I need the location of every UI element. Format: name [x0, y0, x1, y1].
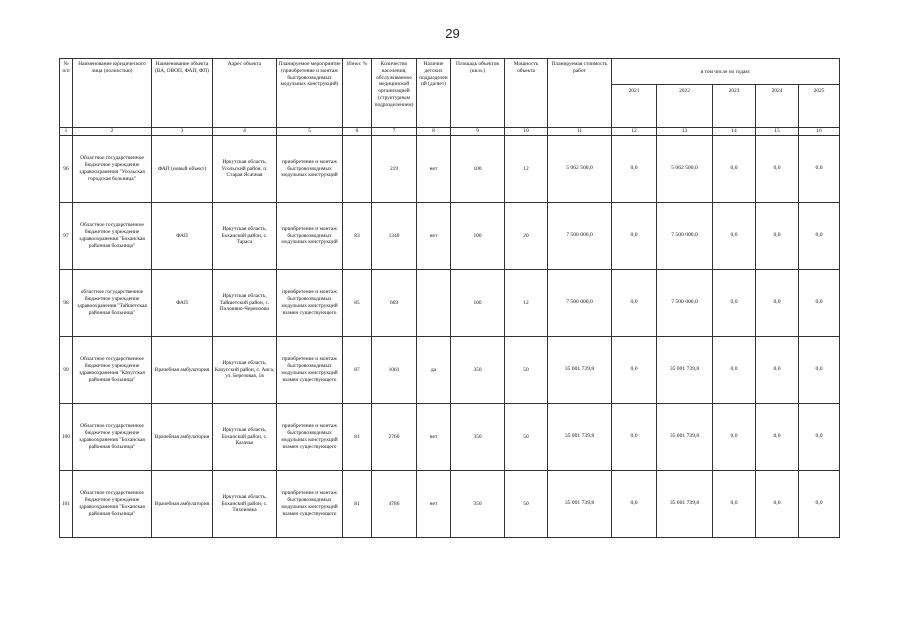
column-index: 15 — [756, 128, 799, 136]
object-power: 12 — [505, 269, 548, 336]
object-type: ФАП — [152, 202, 213, 269]
cost-2023: 0,0 — [713, 202, 756, 269]
table-row — [60, 403, 840, 470]
table-row — [60, 135, 840, 202]
object-area: 350 — [451, 403, 505, 470]
column-index: 4 — [213, 128, 277, 136]
planned-cost: 7 500 000,0 — [548, 202, 612, 269]
org-name: областное государственное бюджетное учреждение здравоохранения "Тайшетская районная больница" — [73, 269, 152, 336]
col-header-wear: Износ % — [343, 59, 372, 128]
column-index: 8 — [417, 128, 451, 136]
col-header-n: № п/п — [60, 59, 73, 128]
object-type: Врачебная амбулатория — [152, 336, 213, 403]
kids-units — [417, 269, 451, 336]
planned-cost: 35 001 739,8 — [548, 470, 612, 537]
column-index: 7 — [372, 128, 417, 136]
col-header-measure: Планируемое мероприятие (приобретение и монтаж быстровозводимых модульных конструкций) — [277, 59, 343, 128]
object-power: 12 — [505, 135, 548, 202]
column-index-row — [60, 128, 840, 136]
row-number: 99 — [60, 336, 73, 403]
cost-2024: 0,0 — [756, 336, 799, 403]
column-index: 14 — [713, 128, 756, 136]
col-header-address: Адрес объекта — [213, 59, 277, 128]
population: 219 — [372, 135, 417, 202]
column-index: 6 — [343, 128, 372, 136]
column-index: 9 — [451, 128, 505, 136]
cost-2025: 0,0 — [799, 336, 840, 403]
population: 669 — [372, 269, 417, 336]
object-address: Иркутская область, Боханский район, с. Тараса — [213, 202, 277, 269]
object-area: 350 — [451, 470, 505, 537]
object-type: Врачебная амбулатория — [152, 403, 213, 470]
cost-2024: 0,0 — [756, 470, 799, 537]
kids-units: нет — [417, 202, 451, 269]
column-index: 2 — [73, 128, 152, 136]
object-type: Врачебная амбулатория — [152, 470, 213, 537]
planned-measure: приобретение и монтаж быстровозводимых модульных конструкций взамен существующего — [277, 470, 343, 537]
cost-2021: 0,0 — [612, 403, 657, 470]
cost-2025: 0,0 — [799, 135, 840, 202]
cost-2024: 0,0 — [756, 135, 799, 202]
cost-2024: 0,0 — [756, 269, 799, 336]
cost-2022: 7 500 000,0 — [657, 202, 713, 269]
column-index: 12 — [612, 128, 657, 136]
column-index: 13 — [657, 128, 713, 136]
cost-2021: 0,0 — [612, 135, 657, 202]
column-index: 5 — [277, 128, 343, 136]
table-row — [60, 269, 840, 336]
row-number: 98 — [60, 269, 73, 336]
org-name: Областное государственное бюджетное учреждение здравоохранения "Боханская районная больница" — [73, 403, 152, 470]
object-power: 50 — [505, 336, 548, 403]
cost-2022: 35 001 739,8 — [657, 403, 713, 470]
cost-2024: 0,0 — [756, 202, 799, 269]
wear-percent: 81 — [343, 470, 372, 537]
object-address: Иркутская область, Боханский район, с. Тихоновка — [213, 470, 277, 537]
objects-table — [59, 58, 840, 538]
wear-percent: 87 — [343, 336, 372, 403]
row-number: 100 — [60, 403, 73, 470]
col-header-by-years: в том числе по годам: — [612, 59, 840, 85]
object-area: 350 — [451, 336, 505, 403]
cost-2023: 0,0 — [713, 135, 756, 202]
kids-units: нет — [417, 403, 451, 470]
col-header-year: 2025 — [799, 85, 840, 128]
cost-2021: 0,0 — [612, 269, 657, 336]
org-name: Областное государственное бюджетное учреждение здравоохранения "Качугская районная больница" — [73, 336, 152, 403]
planned-cost: 35 001 739,8 — [548, 403, 612, 470]
cost-2025: 0,0 — [799, 202, 840, 269]
col-header-area: Площадь объектов (кв.м.) — [451, 59, 505, 128]
col-header-type: Наименование объекта (ВА, ОВОП, ФАП, ФП) — [152, 59, 213, 128]
cost-2023: 0,0 — [713, 470, 756, 537]
planned-measure: приобретение и монтаж быстровозводимых модульных конструкций взамен существующего — [277, 403, 343, 470]
cost-2025: 0,0 — [799, 470, 840, 537]
planned-measure: приобретение и монтаж быстровозводимых модульных конструкций взамен существующего — [277, 269, 343, 336]
cost-2025: 0,0 — [799, 269, 840, 336]
column-index: 16 — [799, 128, 840, 136]
object-area: 100 — [451, 202, 505, 269]
object-area: 100 — [451, 135, 505, 202]
population: 2760 — [372, 403, 417, 470]
object-address: Иркутская область, Тайшетский район, с. Полоняно-Черемхово — [213, 269, 277, 336]
org-name: Областное государственное бюджетное учреждение здравоохранения "Боханская районная больница" — [73, 202, 152, 269]
cost-2025: 0,0 — [799, 403, 840, 470]
kids-units: нет — [417, 135, 451, 202]
object-power: 50 — [505, 403, 548, 470]
object-address: Иркутская область, Боханский район, с. Казачье — [213, 403, 277, 470]
header-row — [60, 59, 840, 85]
column-index: 1 — [60, 128, 73, 136]
table-row — [60, 202, 840, 269]
wear-percent: 81 — [343, 403, 372, 470]
col-header-year: 2023 — [713, 85, 756, 128]
cost-2021: 0,0 — [612, 202, 657, 269]
population: 4786 — [372, 470, 417, 537]
cost-2022: 5 062 500,0 — [657, 135, 713, 202]
planned-cost: 5 062 500,0 — [548, 135, 612, 202]
col-header-population: Количество населения, обслуживаемое медицинской организацией (структурным подразделением) — [372, 59, 417, 128]
wear-percent: 83 — [343, 202, 372, 269]
planned-cost: 35 001 739,8 — [548, 336, 612, 403]
col-header-cost: Планируемая стоимость работ — [548, 59, 612, 128]
col-header-power: Мощность объекта — [505, 59, 548, 128]
object-power: 20 — [505, 202, 548, 269]
cost-2023: 0,0 — [713, 269, 756, 336]
cost-2021: 0,0 — [612, 470, 657, 537]
object-type: ФАП — [152, 269, 213, 336]
org-name: Областное государственное бюджетное учреждение здравоохранения "Боханская районная больница" — [73, 470, 152, 537]
table-row — [60, 470, 840, 537]
col-header-year: 2022 — [657, 85, 713, 128]
cost-2022: 35 001 739,8 — [657, 470, 713, 537]
page-number: 29 — [445, 26, 460, 41]
cost-2023: 0,0 — [713, 336, 756, 403]
column-index: 3 — [152, 128, 213, 136]
object-area: 100 — [451, 269, 505, 336]
cost-2023: 0,0 — [713, 403, 756, 470]
planned-measure: приобретение и монтаж быстровозводимых модульных конструкций — [277, 202, 343, 269]
col-header-year: 2021 — [612, 85, 657, 128]
kids-units: да — [417, 336, 451, 403]
kids-units: нет — [417, 470, 451, 537]
col-header-kids: Наличие детских подразделений (да/нет) — [417, 59, 451, 128]
col-header-org: Наименование юридического лица (полностью) — [73, 59, 152, 128]
planned-measure: приобретение и монтаж быстровозводимых модульных конструкций взамен существующего — [277, 336, 343, 403]
population: 1340 — [372, 202, 417, 269]
cost-2022: 7 500 000,0 — [657, 269, 713, 336]
object-power: 50 — [505, 470, 548, 537]
column-index: 10 — [505, 128, 548, 136]
object-address: Иркутская область, Качугский район, с. Анга, ул. Березовая, 1в — [213, 336, 277, 403]
table-row — [60, 336, 840, 403]
planned-measure: приобретение и монтаж быстровозводимых модульных конструкций — [277, 135, 343, 202]
cost-2024: 0,0 — [756, 403, 799, 470]
row-number: 96 — [60, 135, 73, 202]
object-type: ФАП (новый объект) — [152, 135, 213, 202]
cost-2021: 0,0 — [612, 336, 657, 403]
col-header-year: 2024 — [756, 85, 799, 128]
column-index: 11 — [548, 128, 612, 136]
planned-cost: 7 500 000,0 — [548, 269, 612, 336]
object-address: Иркутская область, Усольский район, п. Старая Ясачная — [213, 135, 277, 202]
population: 1061 — [372, 336, 417, 403]
org-name: Областное государственное бюджетное учреждение здравоохранения "Усольская городская больница" — [73, 135, 152, 202]
row-number: 97 — [60, 202, 73, 269]
row-number: 101 — [60, 470, 73, 537]
cost-2022: 35 001 739,8 — [657, 336, 713, 403]
wear-percent — [343, 135, 372, 202]
wear-percent: 85 — [343, 269, 372, 336]
